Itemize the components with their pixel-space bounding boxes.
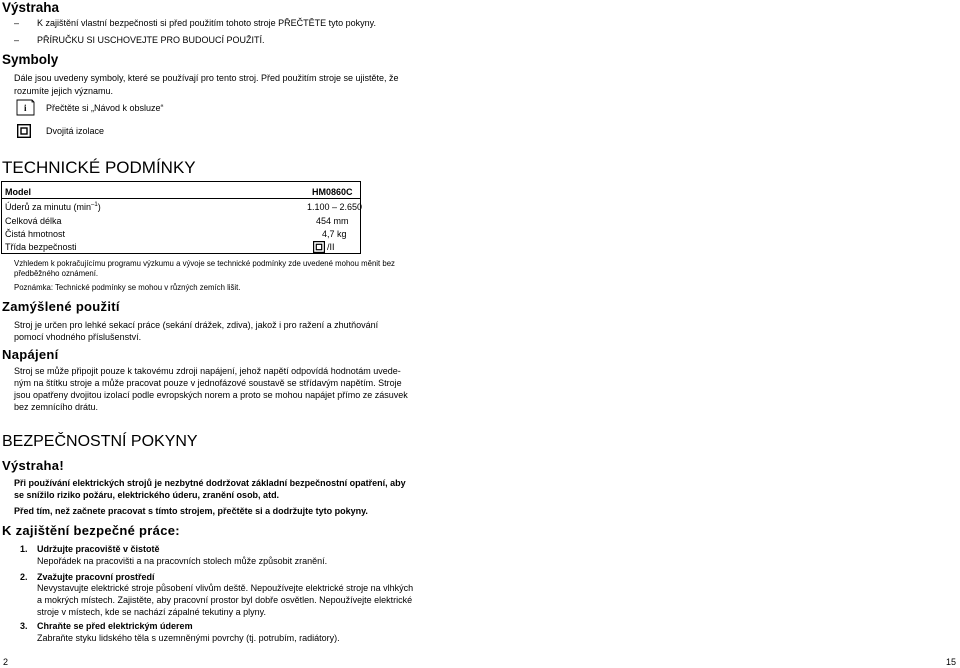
table-header-border — [1, 198, 361, 199]
double-insulation-text: Dvojitá izolace — [46, 126, 105, 136]
model-label: Model — [5, 187, 31, 197]
manual-icon-letter: i — [24, 103, 27, 113]
power-text: Stroj se může připojit pouze k takovému zdroji napájení, jehož napětí odpovídá hodnotám uvede- — [14, 366, 401, 376]
spec-value: /II — [327, 242, 335, 252]
list-item-text: stroje v místech, kde se nachází zápalné tekutiny a plyny. — [37, 607, 266, 617]
warning-item: PŘÍRUČKU SI USCHOVEJTE PRO BUDOUCÍ POUŽITÍ. — [37, 35, 265, 45]
spec-label: Úderů za minutu $(\min^{-1})$ — [5, 202, 101, 212]
symbols-intro: rozumíte jejich významu. — [14, 86, 114, 96]
spec-label: Celková délka — [5, 216, 62, 226]
safety-heading: BEZPEČNOSTNÍ POKYNY — [2, 433, 198, 450]
list-item-text: Nevystavujte elektrické stroje působení vlivům deště. Nepoužívejte elektrické stroje na vlhkých — [37, 583, 414, 593]
warning-heading: Výstraha — [2, 0, 60, 15]
list-item-text: a mokrých místech. Zajistěte, aby pracovní prostor byl dobře osvětlen. Nepoužívejte elektrické — [37, 595, 413, 605]
intended-use-text: Stroj je určen pro lehké sekací práce (sekání drážek, zdiva), jakož i pro ražení a zhutňování — [14, 320, 379, 330]
power-text: jsou opatřeny dvojitou izolací podle evropských norem a proto se mohou napájet přímo ze zásuvek — [14, 390, 408, 400]
table-top-border — [1, 181, 361, 182]
double-insulation-icon — [17, 124, 31, 138]
warning-item: K zajištění vlastní bezpečnosti si před použitím tohoto stroje PŘEČTĚTE tyto pokyny. — [37, 18, 376, 28]
power-text: bez zemnícího drátu. — [14, 402, 99, 412]
power-heading: Napájení — [2, 347, 59, 362]
symbols-intro: Dále jsou uvedeny symboly, které se používají pro tento stroj. Před použitím stroje se ujistěte, že — [14, 73, 399, 83]
spec-value: 4,7 kg — [322, 229, 347, 239]
tech-specs-heading: TECHNICKÉ PODMÍNKY — [2, 158, 196, 177]
spec-note: Vzhledem k pokračujícímu programu výzkumu a vývoje se technické podmínky zde uvedené mohou měnit bez — [14, 259, 395, 268]
list-item-text: Zabraňte styku lidského těla s uzemněnými povrchy (tj. potrubím, radiátory). — [37, 633, 340, 643]
table-left-border — [1, 181, 2, 254]
intended-use-text: pomocí vhodného příslušenství. — [14, 332, 142, 342]
symbols-heading: Symboly — [2, 52, 59, 67]
table-bottom-border — [1, 253, 361, 254]
model-value: HM0860C — [312, 187, 353, 197]
dash-bullet: – — [14, 35, 20, 45]
list-item-number: 2. — [20, 572, 28, 582]
spec-note: Poznámka: Technické podmínky se mohou v různých zemích lišit. — [14, 283, 241, 292]
safety-bold-text: Při používání elektrických strojů je nezbytné dodržovat základní bezpečnostní opatření, aby — [14, 478, 406, 488]
spec-label: Třída bezpečnosti — [5, 242, 77, 252]
spec-note: předběžného oznámení. — [14, 269, 99, 278]
dash-bullet: – — [14, 18, 20, 28]
spec-value: 1.100 – 2.650 — [307, 202, 363, 212]
intended-use-heading: Zamýšlené použití — [2, 299, 120, 314]
spec-value: 454 mm — [316, 216, 349, 226]
manual-symbol-text: Přečtěte si „Návod k obsluze“ — [46, 103, 164, 113]
page-number-left: 2 — [3, 657, 9, 667]
list-item-title: Udržujte pracoviště v čistotě — [37, 544, 160, 554]
safety-bold-text: Před tím, než začnete pracovat s tímto strojem, přečtěte si a dodržujte tyto pokyny. — [14, 506, 368, 516]
safety-bold-text: se snížilo riziko požáru, elektrického úderu, zranění osob, atd. — [14, 490, 280, 500]
double-insulation-icon — [313, 240, 325, 252]
spec-label: Čistá hmotnost — [5, 229, 66, 239]
safety-warning: Výstraha! — [2, 458, 64, 473]
page-number-right: 15 — [946, 657, 957, 667]
list-item-number: 1. — [20, 544, 28, 554]
list-item-title: Zvažujte pracovní prostředí — [37, 572, 155, 582]
list-item-number: 3. — [20, 621, 28, 631]
list-item-title: Chraňte se před elektrickým úderem — [37, 621, 193, 631]
safe-work-heading: K zajištění bezpečné práce: — [2, 523, 180, 538]
table-right-border — [360, 181, 361, 254]
power-text: ným na štítku stroje a může pracovat pouze v jednofázové soustavě se střídavým napětím. Stroje — [14, 378, 402, 388]
list-item-text: Nepořádek na pracovišti a na pracovních stolech může způsobit zranění. — [37, 556, 328, 566]
